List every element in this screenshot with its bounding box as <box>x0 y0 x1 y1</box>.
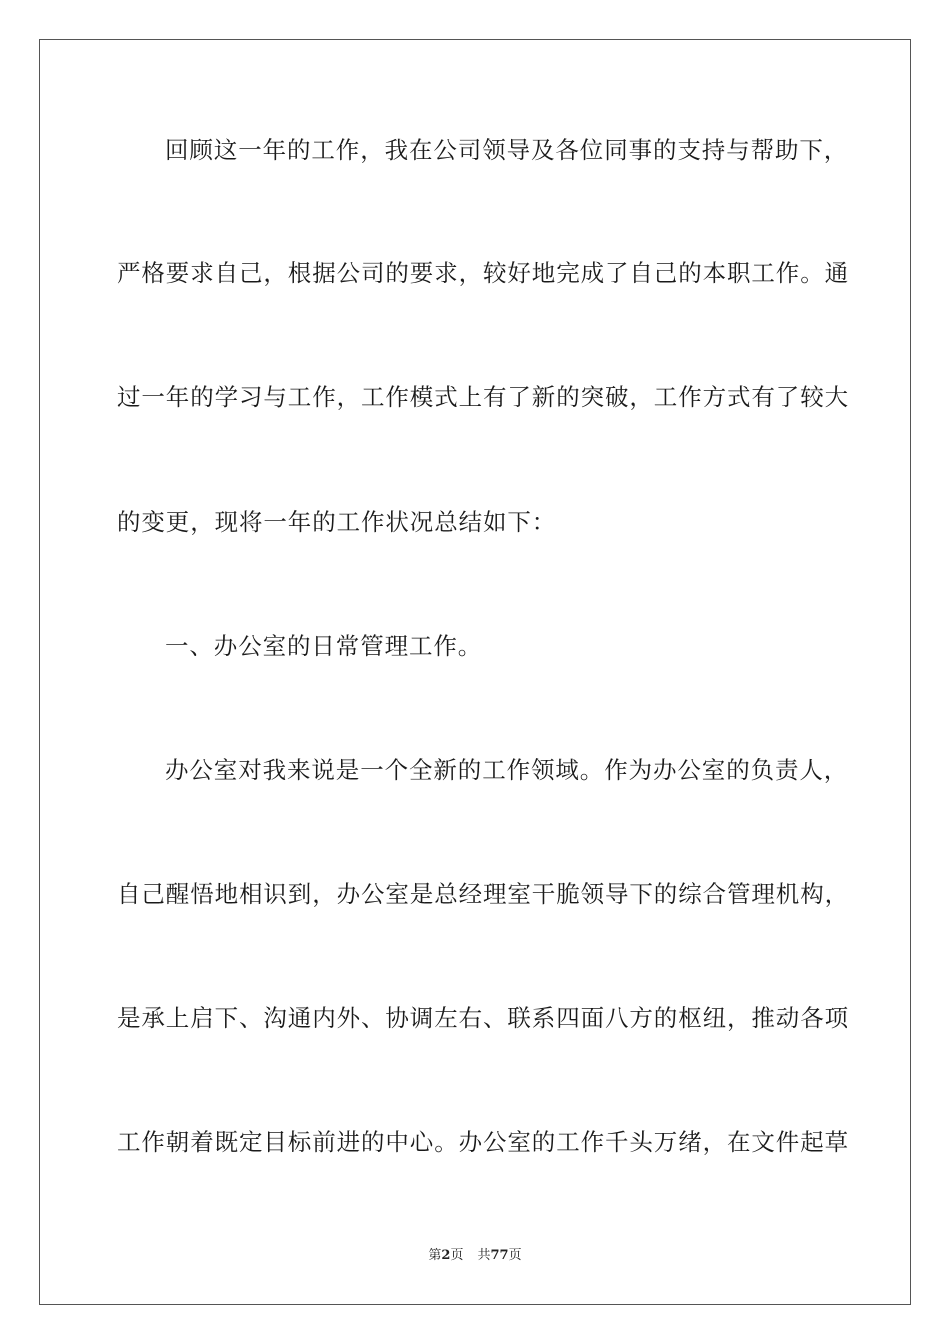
paragraph-line-5: 办公室对我来说是一个全新的工作领域。作为办公室的负责人， <box>165 756 849 784</box>
paragraph-line-6: 自己醒悟地相识到，办公室是总经理室干脆领导下的综合管理机构， <box>117 880 849 908</box>
paragraph-line-1: 回顾这一年的工作，我在公司领导及各位同事的支持与帮助下， <box>165 136 849 164</box>
paragraph-line-8: 工作朝着既定目标前进的中心。办公室的工作千头万绪，在文件起草 <box>117 1128 849 1156</box>
page-prefix: 第 <box>428 1248 442 1263</box>
page-number: 2 <box>441 1248 451 1263</box>
total-pages: 77 <box>490 1248 509 1263</box>
total-prefix: 共 <box>477 1248 491 1263</box>
paragraph-line-7: 是承上启下、沟通内外、协调左右、联系四面八方的枢纽，推动各项 <box>117 1004 849 1032</box>
page-suffix: 页 <box>450 1248 464 1263</box>
total-suffix: 页 <box>508 1248 522 1263</box>
page-border <box>39 39 911 1305</box>
paragraph-line-2: 严格要求自己，根据公司的要求，较好地完成了自己的本职工作。通 <box>117 259 849 287</box>
paragraph-line-3: 过一年的学习与工作，工作模式上有了新的突破，工作方式有了较大 <box>117 383 849 411</box>
page-footer <box>0 1248 950 1264</box>
section-heading: 一、办公室的日常管理工作。 <box>165 632 483 660</box>
paragraph-line-4: 的变更，现将一年的工作状况总结如下： <box>117 508 557 536</box>
